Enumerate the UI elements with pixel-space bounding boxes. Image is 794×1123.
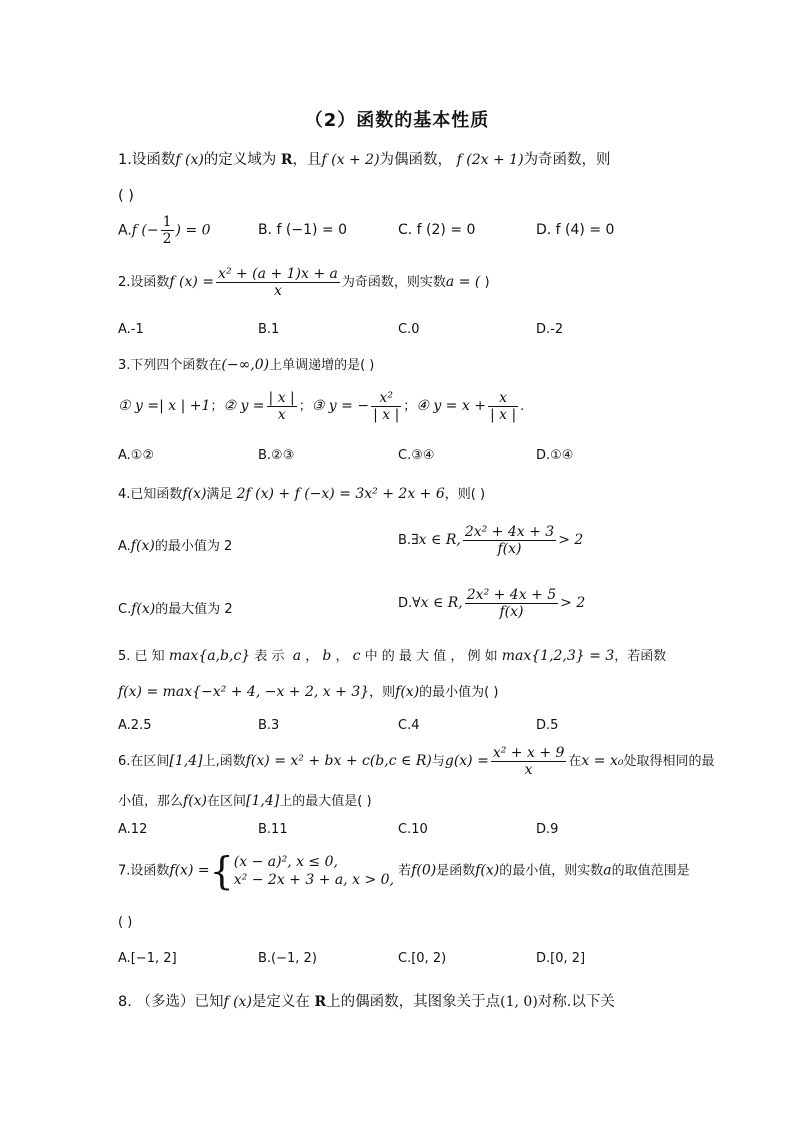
q7-text: 的取值范围是 xyxy=(611,863,690,879)
q5-text: ， xyxy=(305,649,319,664)
fraction xyxy=(465,587,558,620)
q2-text: ) xyxy=(480,275,490,290)
q4-fx: f(x) xyxy=(182,486,207,502)
q7-f0: f(0) xyxy=(411,862,437,879)
q6-f-definition: f(x) = x² + bx + c(b,c ∈ R) xyxy=(245,753,432,769)
q7-text: 7.设函数 xyxy=(118,863,170,879)
option-text: 的最大值为 2 xyxy=(155,602,233,617)
numerator: x xyxy=(499,390,507,406)
q7-text: 若 xyxy=(398,863,412,879)
q6-text: 在 xyxy=(568,754,582,769)
fraction xyxy=(463,524,556,557)
q6-x0: x = x₀ xyxy=(581,753,624,769)
option-label: C. xyxy=(118,602,132,617)
q3-text: 上单调递增的是( ) xyxy=(269,358,375,373)
q5-var: a xyxy=(292,648,302,664)
option-math: f (− xyxy=(131,222,159,239)
numerator: 2x² + 4x + 3 xyxy=(464,524,555,540)
q2-a: a = ( xyxy=(445,274,481,290)
q7-text: 是函数 xyxy=(436,863,476,879)
q2-text: 为奇函数，则实数 xyxy=(341,275,446,290)
q6-text: 小值，那么 xyxy=(118,794,184,809)
denominator: x xyxy=(216,282,340,299)
question-3-stem xyxy=(118,354,374,373)
question-1-option-d: D. f (4) = 0 xyxy=(536,222,615,238)
q7-fx: f(x) xyxy=(475,862,500,879)
numerator: 1 xyxy=(162,214,172,230)
q5-text: 表 示 xyxy=(254,649,285,664)
q5-text: ，若函数 xyxy=(614,649,667,664)
q7-text: 的最小值，则实数 xyxy=(499,863,604,879)
q1-text: 的定义域为 xyxy=(203,152,277,168)
q5-text: ， xyxy=(335,649,349,664)
question-6-option-b: B.11 xyxy=(258,822,288,837)
question-4-option-c xyxy=(118,598,233,617)
question-1-paren: ( ) xyxy=(118,188,134,204)
denominator: x xyxy=(267,406,297,423)
question-4-option-d xyxy=(398,587,585,620)
q6-text: 在区间 xyxy=(207,794,247,809)
numerator: x² + x + 9 xyxy=(492,745,565,761)
numerator: 2x² + 4x + 5 xyxy=(466,587,557,603)
separator: ； xyxy=(298,399,312,414)
q3-interval: (−∞,0) xyxy=(221,357,270,373)
q1-text: ，且 xyxy=(292,152,322,168)
question-2-option-d: D.-2 xyxy=(536,322,564,337)
q7-fx: f(x) = xyxy=(169,862,210,879)
denominator: 2 xyxy=(162,231,172,247)
question-4-stem xyxy=(118,483,485,502)
q6-interval: [1,4] xyxy=(169,753,203,769)
question-2-option-a: A.-1 xyxy=(118,322,144,337)
q6-g-definition: g(x) = xyxy=(444,753,489,769)
q3-function-1: ① y =| x | +1 xyxy=(118,398,211,414)
denominator: f(x) xyxy=(465,603,558,620)
q6-text: 上的最大值是( ) xyxy=(279,794,372,809)
question-2-option-c: C.0 xyxy=(398,322,420,337)
q4-equation: 2f (x) + f (−x) = 3x² + 2x + 6 xyxy=(236,486,445,502)
fraction xyxy=(161,214,174,247)
q8-text: 对称.以下关 xyxy=(537,994,615,1010)
fraction xyxy=(491,745,567,778)
q5-text: 5. 已 知 xyxy=(118,649,165,664)
question-5-option-b: B.3 xyxy=(258,718,280,733)
question-7-stem xyxy=(118,849,690,893)
question-3-option-c: C.③④ xyxy=(398,448,435,463)
denominator: x xyxy=(491,761,567,778)
denominator: | x | xyxy=(373,407,400,423)
period: . xyxy=(520,399,525,414)
case-2: x² − 2x + 3 + a, x > 0, xyxy=(233,872,395,888)
option-math: f(x) xyxy=(131,601,156,617)
option-math: ∃x ∈ R, xyxy=(411,532,461,548)
fraction xyxy=(267,390,297,423)
q5-text: ，则 xyxy=(369,685,396,700)
question-1-option-a xyxy=(118,214,211,247)
option-math: f(x) xyxy=(130,538,155,554)
separator: ； xyxy=(403,399,417,414)
q2-text: 2.设函数 xyxy=(118,275,170,290)
question-5-option-d: D.5 xyxy=(536,718,559,733)
left-brace: { xyxy=(209,849,234,893)
option-label: A. xyxy=(118,222,132,239)
case-1: (x − a)², x ≤ 0, xyxy=(233,854,338,870)
fraction xyxy=(216,266,340,299)
denominator: f(x) xyxy=(463,540,556,557)
q4-text: ，则( ) xyxy=(444,487,486,502)
question-5-stem-line-2 xyxy=(118,681,498,700)
q5-var: c xyxy=(352,648,361,664)
question-3-functions xyxy=(118,390,524,423)
question-3-option-b: B.②③ xyxy=(258,448,295,463)
q8-text: 上的偶函数，其图象关于点 xyxy=(326,994,501,1010)
q5-definition: f(x) = max{−x² + 4, −x + 2, x + 3} xyxy=(118,684,370,700)
q1-fx: f (x) xyxy=(175,152,204,168)
separator: ； xyxy=(210,399,224,414)
question-7-option-c: C.[0, 2) xyxy=(398,951,447,966)
question-4-option-b xyxy=(398,524,583,557)
q8-text: 8. （多选）已知 xyxy=(118,994,224,1010)
q5-var: b xyxy=(322,648,332,664)
q6-text: 6.在区间 xyxy=(118,754,170,769)
question-1-option-c: C. f (2) = 0 xyxy=(398,222,476,238)
q5-fx: f(x) xyxy=(395,684,420,700)
q1-real-set: R xyxy=(280,152,293,168)
q5-example: max{1,2,3} = 3 xyxy=(501,648,615,664)
q5-text: 的最小值为( ) xyxy=(419,685,499,700)
q4-text: 4.已知函数 xyxy=(118,487,183,502)
q6-fx: f(x) xyxy=(183,793,208,809)
q8-real-set: R xyxy=(314,994,327,1010)
question-5-option-a: A.2.5 xyxy=(118,718,152,733)
numerator: x² xyxy=(379,390,393,406)
question-5-stem xyxy=(118,645,666,664)
option-math: ∀x ∈ R, xyxy=(412,595,463,611)
q6-text: 处取得相同的最 xyxy=(623,754,715,769)
q7-a: a xyxy=(603,862,612,879)
option-text: 的最小值为 2 xyxy=(154,539,233,554)
q8-point: (1, 0) xyxy=(500,994,538,1010)
question-4-option-a xyxy=(118,535,232,554)
option-math: ) = 0 xyxy=(175,222,211,239)
question-6-option-c: C.10 xyxy=(398,822,428,837)
q2-fx: f (x) = xyxy=(169,274,215,290)
q6-text: 上,函数 xyxy=(202,754,246,769)
question-6-option-a: A.12 xyxy=(118,822,148,837)
question-3-option-a: A.①② xyxy=(118,448,155,463)
option-math: > 2 xyxy=(560,595,586,611)
question-7-option-a: A.[−1, 2] xyxy=(118,951,177,966)
q8-fx: f (x) xyxy=(223,994,252,1010)
q3-function-3: ③ y = − xyxy=(311,398,370,414)
q1-text: 1.设函数 xyxy=(118,152,176,168)
q3-text: 3.下列四个函数在 xyxy=(118,358,222,373)
question-6-stem xyxy=(118,745,714,778)
question-5-option-c: C.4 xyxy=(398,718,420,733)
q3-function-2: ② y = xyxy=(223,398,265,414)
q5-max: max{a,b,c} xyxy=(168,648,251,664)
option-label: D. xyxy=(398,596,413,611)
fraction xyxy=(488,390,518,423)
q1-fx2: f (x + 2) xyxy=(321,152,380,168)
q5-text: 中 的 最 大 值 ， 例 如 xyxy=(364,649,498,664)
question-8-stem xyxy=(118,990,615,1011)
question-6-option-d: D.9 xyxy=(536,822,559,837)
q3-function-4: ④ y = x + xyxy=(416,398,486,414)
piecewise-cases xyxy=(234,853,394,889)
question-1-stem xyxy=(118,148,611,169)
question-7-option-b: B.(−1, 2) xyxy=(258,951,317,966)
q6-text: 与 xyxy=(431,754,445,769)
question-7-paren: ( ) xyxy=(118,915,133,930)
q1-f2x1: f (2x + 1) xyxy=(456,152,524,168)
section-title: （2）函数的基本性质 xyxy=(304,110,490,131)
fraction xyxy=(371,390,401,423)
question-1-option-b: B. f (−1) = 0 xyxy=(258,222,347,238)
question-2-option-b: B.1 xyxy=(258,322,280,337)
q1-text: 为奇函数，则 xyxy=(523,152,611,168)
question-7-option-d: D.[0, 2] xyxy=(536,951,586,966)
q4-text: 满足 xyxy=(206,487,233,502)
q1-text: 为偶函数， xyxy=(379,152,453,168)
q8-text: 是定义在 xyxy=(251,994,310,1010)
question-3-option-d: D.①④ xyxy=(536,448,574,463)
numerator: | x | xyxy=(268,390,295,406)
question-2-stem xyxy=(118,266,490,299)
option-math: > 2 xyxy=(558,532,584,548)
option-label: A. xyxy=(118,539,131,554)
numerator: x² + (a + 1)x + a xyxy=(218,266,338,282)
denominator: | x | xyxy=(489,407,517,423)
option-label: B. xyxy=(398,533,412,548)
q6-interval: [1,4] xyxy=(246,793,280,809)
question-6-stem-line-2 xyxy=(118,790,372,809)
